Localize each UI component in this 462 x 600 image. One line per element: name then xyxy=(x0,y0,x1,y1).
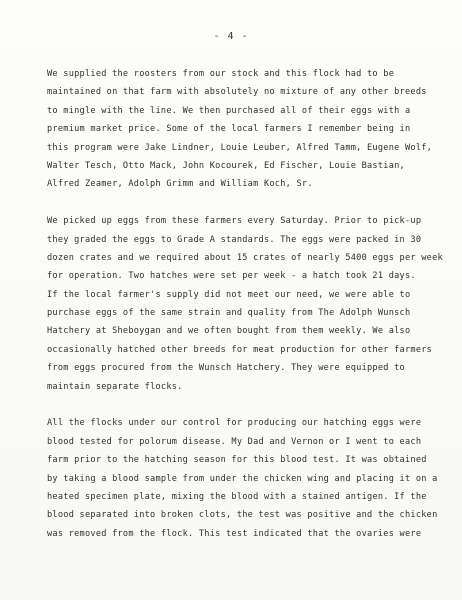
text-line: to mingle with the line. We then purchased all of their eggs with a xyxy=(47,105,411,116)
document-body xyxy=(47,65,447,543)
text-line: blood tested for polorum disease. My Dad and Vernon or I went to each xyxy=(47,436,422,447)
text-line: Alfred Zeamer, Adolph Grimm and William Koch, Sr. xyxy=(47,179,313,190)
text-line: We picked up eggs from these farmers every Saturday. Prior to pick-up xyxy=(47,216,422,227)
text-line: Walter Tesch, Otto Mack, John Kocourek, Ed Fischer, Louie Bastian, xyxy=(47,160,405,171)
text-line: purchase eggs of the same strain and quality from The Adolph Wunsch xyxy=(47,308,411,319)
text-line: occasionally hatched other breeds for meat production for other farmers xyxy=(47,344,433,355)
text-line: If the local farmer's supply did not meet our need, we were able to xyxy=(47,289,411,300)
text-line: blood separated into broken clots, the test was positive and the chicken xyxy=(47,510,438,521)
paragraph-3 xyxy=(47,414,447,543)
text-line: was removed from the flock. This test indicated that the ovaries were xyxy=(47,528,422,539)
paragraph-1 xyxy=(47,65,447,194)
page-number: - 4 - xyxy=(213,31,249,42)
paragraph-spacer xyxy=(47,194,447,212)
text-line: this program were Jake Lindner, Louie Leuber, Alfred Tamm, Eugene Wolf, xyxy=(47,142,433,153)
text-line: premium market price. Some of the local farmers I remember being in xyxy=(47,124,411,135)
text-line: farm prior to the hatching season for this blood test. It was obtained xyxy=(47,455,427,466)
text-line: they graded the eggs to Grade A standards. The eggs were packed in 30 xyxy=(47,234,422,245)
text-line: All the flocks under our control for producing our hatching eggs were xyxy=(47,418,422,429)
text-line: maintain separate flocks. xyxy=(47,381,183,392)
paragraph-spacer xyxy=(47,396,447,414)
text-line: heated specimen plate, mixing the blood with a stained antigen. If the xyxy=(47,491,427,502)
text-line: maintained on that farm with absolutely no mixture of any other breeds xyxy=(47,87,427,98)
text-line: We supplied the roosters from our stock and this flock had to be xyxy=(47,69,395,79)
paragraph-2 xyxy=(47,212,447,396)
text-line: for operation. Two hatches were set per week - a hatch took 21 days. xyxy=(47,271,416,282)
text-line: from eggs procured from the Wunsch Hatchery. They were equipped to xyxy=(47,363,405,374)
text-line: Hatchery at Sheboygan and we often bought from them weekly. We also xyxy=(47,326,411,337)
text-line: by taking a blood sample from under the chicken wing and placing it on a xyxy=(47,473,438,484)
text-line: dozen crates and we required about 15 crates of nearly 5400 eggs per week xyxy=(47,252,443,263)
